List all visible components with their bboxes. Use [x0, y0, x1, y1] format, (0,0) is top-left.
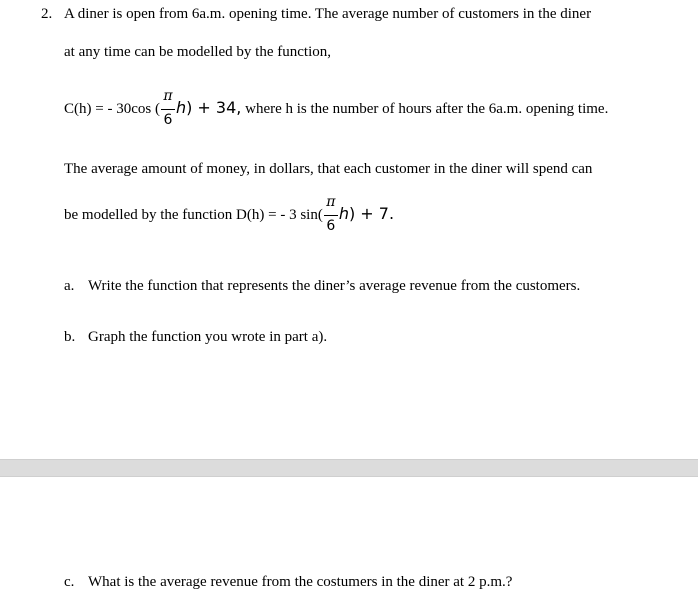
fraction-denominator: 6 — [163, 112, 173, 128]
spending-function — [64, 194, 395, 234]
question-intro-text-2: at any time can be modelled by the function, — [64, 44, 331, 60]
function-variable: h — [338, 204, 349, 223]
part-c-label: c. — [64, 574, 75, 590]
customers-function-description: where h is the number of hours after the 6a.m. opening time. — [241, 101, 609, 117]
question-number: 2. — [41, 6, 53, 22]
spending-intro-text: The average amount of money, in dollars, that each customer in the diner will spend can — [64, 161, 593, 177]
customers-function-fraction — [160, 88, 176, 128]
customers-function-prefix: C(h) = - 30cos ( — [64, 101, 160, 117]
fraction-bar — [324, 215, 338, 216]
part-a-text: Write the function that represents the diner’s average revenue from the customers. — [88, 278, 581, 294]
spending-function-suffix: ) + 7. — [348, 204, 395, 223]
spending-function-fraction — [323, 194, 339, 234]
part-a-label: a. — [64, 278, 75, 294]
fraction-denominator: 6 — [326, 218, 336, 234]
fraction-bar — [161, 109, 175, 110]
fraction-numerator: π — [163, 88, 173, 104]
spending-function-prefix: be modelled by the function D(h) = - 3 sin( — [64, 207, 323, 223]
part-c-text: What is the average revenue from the costumers in the diner at 2 p.m.? — [88, 574, 513, 590]
page-break-divider — [0, 459, 698, 477]
function-variable: h — [175, 98, 187, 117]
fraction-numerator: π — [326, 194, 336, 210]
part-b-label: b. — [64, 329, 76, 345]
customers-function-suffix: ) + 34, — [186, 98, 242, 117]
question-intro-text: A diner is open from 6a.m. opening time. The average number of customers in the diner — [64, 6, 592, 22]
part-b-text: Graph the function you wrote in part a). — [88, 329, 328, 345]
customers-function — [64, 88, 609, 128]
